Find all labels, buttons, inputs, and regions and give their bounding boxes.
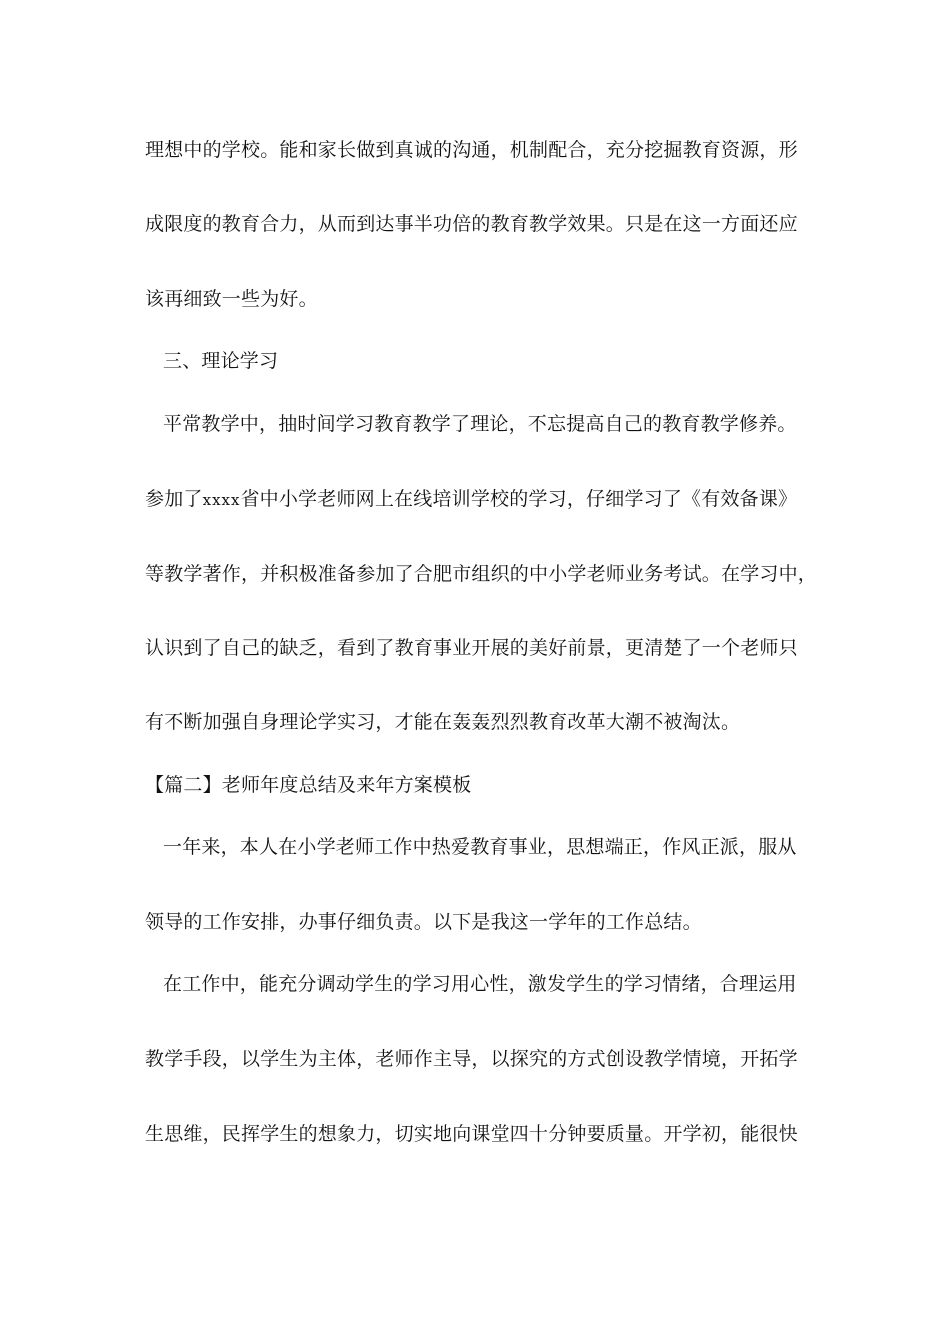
paragraph-line <box>145 487 797 512</box>
paragraph-line: 认识到了自己的缺乏，看到了教育事业开展的美好前景，更清楚了一个老师只 <box>145 637 798 659</box>
paragraph-line: 该再细致一些为好。 <box>145 288 318 310</box>
paragraph-line: 教学手段，以学生为主体，老师作主导，以探究的方式创设教学情境，开拓学 <box>145 1048 798 1070</box>
paragraph-line: 生思维，民挥学生的想象力，切实地向课堂四十分钟要质量。开学初，能很快 <box>145 1123 798 1145</box>
paragraph-line: 平常教学中，抽时间学习教育教学了理论，不忘提高自己的教育教学修养。 <box>163 413 797 435</box>
paragraph-line: 理想中的学校。能和家长做到真诚的沟通，机制配合，充分挖掘教育资源，形 <box>145 139 798 161</box>
article-heading: 【篇二】老师年度总结及来年方案模板 <box>145 774 472 796</box>
paragraph-line: 领导的工作安排，办事仔细负责。以下是我这一学年的工作总结。 <box>145 911 702 933</box>
paragraph-line: 在工作中，能充分调动学生的学习用心性，激发学生的学习情绪，合理运用 <box>163 973 797 995</box>
paragraph-line: 等教学著作，并积极准备参加了合肥市组织的中小学老师业务考试。在学习中， <box>145 563 818 585</box>
paragraph-line: 有不断加强自身理论学实习，才能在轰轰烈烈教育改革大潮不被淘汰。 <box>145 711 741 733</box>
redacted-province-placeholder: xxxx <box>202 491 241 509</box>
text-segment: 参加了 <box>145 488 203 510</box>
paragraph-line: 成限度的教育合力，从而到达事半功倍的教育教学效果。只是在这一方面还应 <box>145 213 798 235</box>
paragraph-line: 一年来，本人在小学老师工作中热爱教育事业，思想端正，作风正派，服从 <box>163 836 797 858</box>
text-segment: 省中小学老师网上在线培训学校的学习，仔细学习了《有效备课》 <box>240 488 798 510</box>
section-heading: 三、理论学习 <box>163 350 279 372</box>
